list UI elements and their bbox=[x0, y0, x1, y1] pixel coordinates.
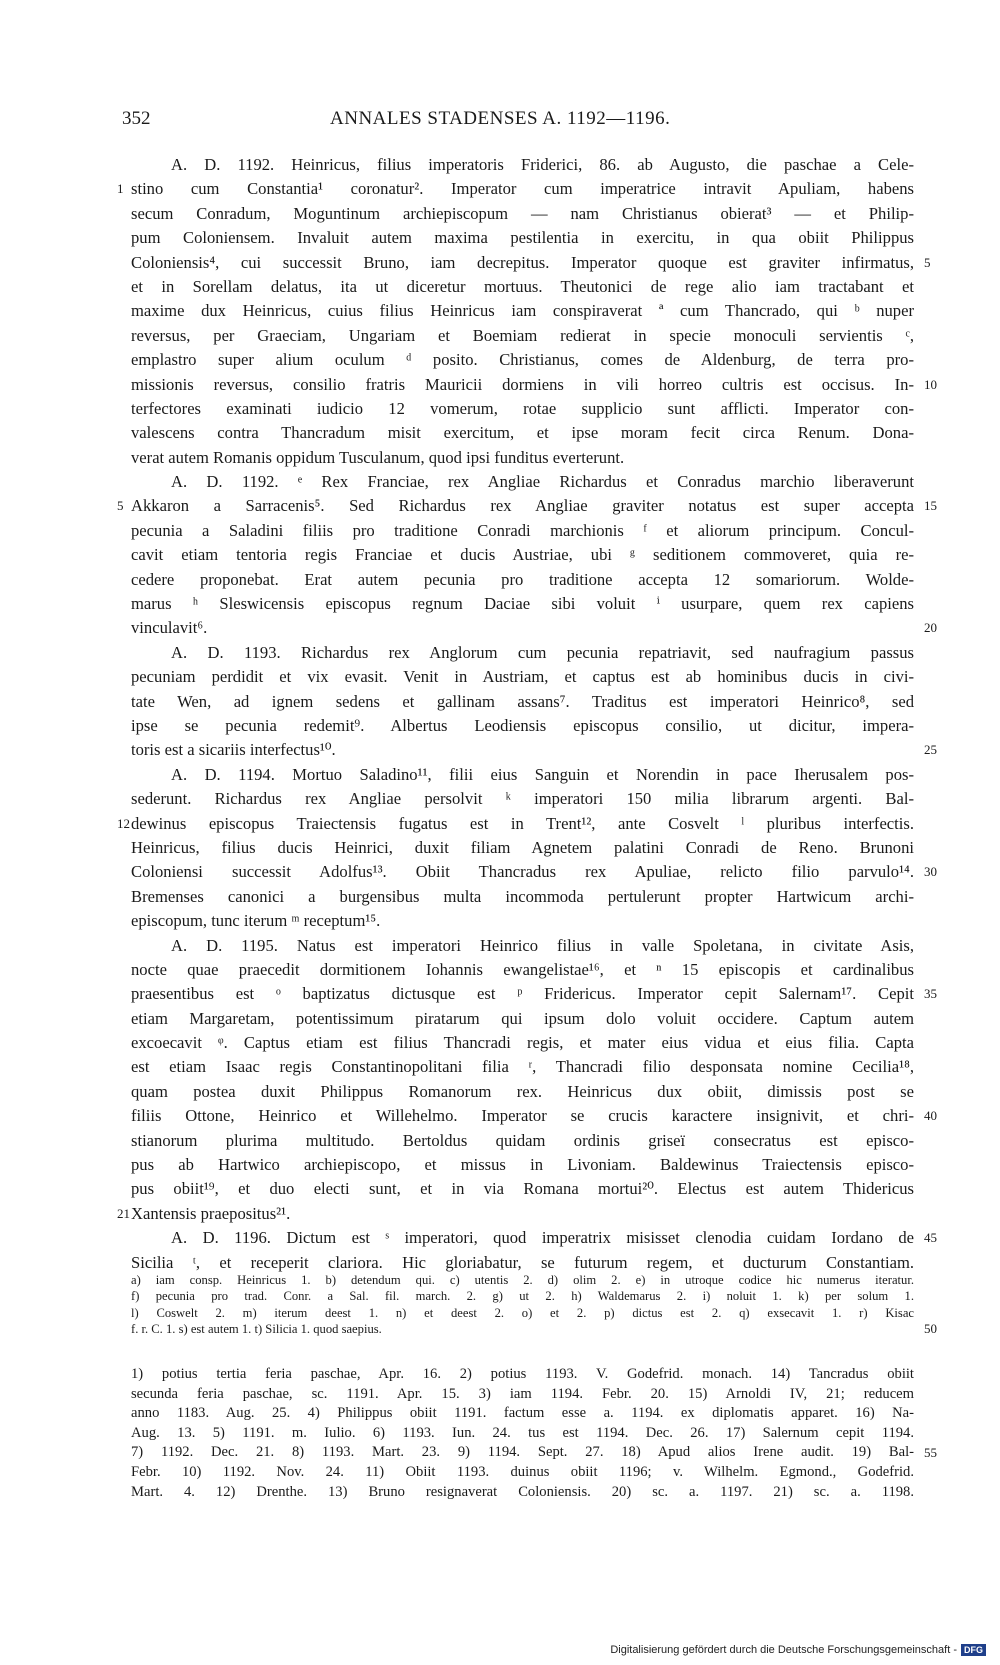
text-line-text: excoecavit ᵠ. Captus etiam est filius Thancradi regis, et mater eius vidua et eius filia. Capta bbox=[131, 1033, 914, 1053]
text-line bbox=[131, 275, 914, 299]
line-number: 50 bbox=[924, 1321, 937, 1337]
source-note-line-text: Aug. 13. 5) 1191. m. Iulio. 6) 1193. Iun. 24. tus est 1194. Dec. 26. 17) Salernum cepit 1194. bbox=[131, 1424, 914, 1441]
text-line bbox=[131, 787, 914, 811]
source-note-line bbox=[131, 1365, 914, 1385]
source-note-line bbox=[131, 1463, 914, 1483]
margin-number: 12 bbox=[117, 815, 130, 831]
text-line bbox=[131, 982, 937, 1006]
text-line-text: pus ab Hartwico archiepiscopo, et missus in Livoniam. Baldewinus Traiectensis episco- bbox=[131, 1155, 914, 1175]
text-line bbox=[117, 177, 914, 201]
text-line bbox=[131, 1007, 914, 1031]
variant-note-line-text: l) Coswelt 2. m) iterum deest 1. n) et deest 2. o) et 2. p) dictus est 2. q) exsecavit 1. r) Kisac bbox=[131, 1305, 914, 1320]
text-line-text: A. D. 1193. Richardus rex Anglorum cum pecunia repatriavit, sed naufragium passus bbox=[171, 642, 914, 662]
text-line-text: A. D. 1192. Heinricus, filius imperatoris Friderici, 86. ab Augusto, die paschae a Cele- bbox=[171, 155, 914, 174]
text-line bbox=[131, 348, 914, 372]
text-line-text: sederunt. Richardus rex Angliae persolvit ᵏ imperatori 150 milia librarum argenti. Bal- bbox=[131, 789, 914, 809]
digitization-footer bbox=[610, 1644, 986, 1656]
text-line-text: tate Wen, ad ignem sedens et gallinam assans⁷. Traditus est imperatori Heinrico⁸, sed bbox=[131, 691, 914, 711]
text-line bbox=[131, 470, 914, 494]
text-line bbox=[131, 202, 914, 226]
text-line-text: est etiam Isaac regis Constantinopolitani filia ʳ, Thancradi filio desponsata nomine Cecilia¹⁸, bbox=[131, 1057, 914, 1077]
text-line-text: pecunia a Saladini filiis pro traditione Conradi marchionis ᶠ et aliorum principum. Concul- bbox=[131, 520, 914, 540]
page-number: 352 bbox=[122, 108, 151, 129]
text-line bbox=[131, 299, 914, 323]
text-line bbox=[131, 1055, 914, 1079]
text-line bbox=[131, 714, 914, 738]
text-line bbox=[131, 373, 937, 397]
text-line bbox=[131, 519, 914, 543]
text-line bbox=[131, 738, 937, 762]
variant-note-line-text: f) pecunia pro trad. Conr. a Sal. fil. march. 2. g) ut 2. h) Waldemarus 2. i) noluit 1. k) per solum 1. bbox=[131, 1289, 914, 1304]
text-line bbox=[131, 226, 914, 250]
source-note-line-text: 1) potius tertia feria paschae, Apr. 16. 2) potius 1193. V. Godefrid. monach. 14) Tancradus obiit bbox=[131, 1366, 914, 1382]
line-number: 15 bbox=[924, 498, 937, 514]
line-number: 55 bbox=[924, 1445, 937, 1461]
text-line bbox=[131, 665, 914, 689]
text-line bbox=[131, 641, 914, 665]
source-note-line-text: anno 1183. Aug. 25. 4) Philippus obiit 1191. factum esse a. 1194. ex diplomatis apparet. 16) Na- bbox=[131, 1405, 914, 1422]
text-line bbox=[131, 909, 914, 933]
text-line bbox=[131, 251, 931, 275]
footer-credit: Digitalisierung gefördert durch die Deutsche Forschungsgemeinschaft - bbox=[610, 1644, 957, 1656]
text-line bbox=[131, 153, 914, 177]
text-line-text: cavit etiam tentoria regis Franciae et ducis Austriae, ubi ᵍ seditionem commoveret, quia re- bbox=[131, 545, 914, 565]
text-line-text: etiam Margaretam, potentissimum piratarum qui ipsum dolo voluit occidere. Captum autem bbox=[131, 1008, 914, 1028]
text-line-text: dewinus episcopus Traiectensis fugatus est in Trent¹², ante Cosvelt ˡ pluribus interfectis. bbox=[131, 813, 914, 833]
text-line-text: stino cum Constantia¹ coronatur². Imperator cum imperatrice intravit Apuliam, habens bbox=[131, 179, 914, 199]
text-line bbox=[131, 568, 914, 592]
line-number: 35 bbox=[924, 986, 937, 1002]
text-line bbox=[131, 763, 914, 787]
margin-number: 5 bbox=[117, 498, 124, 514]
text-line-text: Bremenses canonici a burgensibus multa incommoda pertulerunt propter Hartwicum archi- bbox=[131, 886, 914, 906]
text-line-text: A. D. 1194. Mortuo Saladino¹¹, filii eius Sanguin et Norendin in pace Iherusalem pos- bbox=[171, 764, 914, 784]
text-line-text: ipse se pecunia redemit⁹. Albertus Leodiensis episcopus consilio, ut dicitur, impera- bbox=[131, 715, 914, 735]
text-line bbox=[117, 812, 914, 836]
text-line-text: marus ʰ Sleswicensis episcopus regnum Daciae sibi voluit ⁱ usurpare, quem rex capiens bbox=[131, 594, 914, 614]
text-line-text: missionis reversus, consilio fratris Mauricii dormiens in vili horreo cultris est occisus. In- bbox=[131, 374, 914, 394]
text-line-text: quam postea duxit Philippus Romanorum rex. Heinricus dux obiit, dimissis post se bbox=[131, 1081, 914, 1101]
source-note-line-text: Mart. 4. 12) Drenthe. 13) Bruno resignaverat Coloniensis. 20) sc. a. 1197. 21) sc. a. 1198. bbox=[131, 1483, 914, 1500]
text-line-text: Sicilia ᵗ, et receperit clariora. Hic gloriabatur, se futurum regem, et ducturum Constantiam. bbox=[131, 1252, 914, 1272]
text-line-text: terfectores examinati iudicio 12 vomerum, rotae supplicio sunt afflicti. Imperator con- bbox=[131, 398, 914, 418]
text-line-text: valescens contra Thancradum misit exercitum, et ipse moram fecit circa Renum. Dona- bbox=[131, 423, 914, 443]
text-line bbox=[131, 1080, 914, 1104]
text-line bbox=[131, 690, 914, 714]
source-note-line bbox=[131, 1385, 914, 1405]
text-line-text: Coloniensi successit Adolfus¹³. Obiit Thancradus rex Apuliae, relicto filio parvulo¹⁴. bbox=[131, 862, 914, 882]
margin-number: 1 bbox=[117, 181, 124, 197]
text-line bbox=[131, 1031, 914, 1055]
text-line-text: Coloniensis⁴, cui successit Bruno, iam decrepitus. Imperator quoque est graviter infirmatus, bbox=[131, 252, 914, 272]
variant-notes bbox=[131, 1272, 937, 1338]
text-line-text: pum Coloniensem. Invaluit autem maxima pestilentia in exercitu, in qua obiit Philippus bbox=[131, 228, 914, 248]
running-header bbox=[0, 108, 1000, 134]
text-line-text: maxime dux Heinricus, cuius filius Heinricus iam conspiraverat ª cum Thancrado, qui ᵇ nuper bbox=[131, 301, 914, 321]
line-number: 30 bbox=[924, 864, 937, 880]
text-line bbox=[131, 616, 937, 640]
source-note-line bbox=[131, 1404, 914, 1424]
source-note-line bbox=[131, 1483, 914, 1503]
text-line-text: filiis Ottone, Heinrico et Willehelmo. Imperator se crucis karactere insignivit, et chri- bbox=[131, 1106, 914, 1126]
source-note-line bbox=[131, 1424, 914, 1444]
text-line-text: reversus, per Graeciam, Ungariam et Boemiam redierat in specie monoculi servientis ᶜ, bbox=[131, 325, 914, 345]
text-line-text: A. D. 1192. ᵉ Rex Franciae, rex Angliae Richardus et Conradus marchio liberaverunt bbox=[171, 472, 914, 492]
line-number: 45 bbox=[924, 1230, 937, 1246]
text-line-text: et in Sorellam delatus, ita ut diceretur mortuus. Theutonici de rege alio iam tractabant et bbox=[131, 276, 914, 296]
text-line-text: Xantensis praepositus²¹. bbox=[131, 1203, 291, 1223]
text-line bbox=[131, 543, 914, 567]
text-line bbox=[131, 592, 914, 616]
text-line bbox=[131, 885, 914, 909]
variant-note-line bbox=[131, 1321, 937, 1337]
source-note-line-text: 7) 1192. Dec. 21. 8) 1193. Mart. 23. 9) 1194. Sept. 27. 18) Apud alios Irene audit. 19) Bal- bbox=[131, 1444, 914, 1461]
text-line bbox=[131, 1226, 937, 1250]
text-line-text: nocte quae praecedit dormitionem Iohannis ewangelistae¹⁶, et ⁿ 15 episcopis et cardinalibus bbox=[131, 959, 914, 979]
text-line-text: toris est a sicariis interfectus¹⁰. bbox=[131, 740, 336, 760]
text-line-text: emplastro super alium oculum ᵈ posito. Christianus, comes de Aldenburg, de terra pro- bbox=[131, 350, 914, 370]
line-number: 40 bbox=[924, 1108, 937, 1124]
line-number: 20 bbox=[924, 620, 937, 636]
dfg-logo: DFG bbox=[961, 1644, 986, 1656]
text-line-text: pecuniam perdidit et vix evasit. Venit in Austriam, et captus est ab hominibus ducis in civi- bbox=[131, 667, 914, 687]
text-line bbox=[131, 1104, 937, 1128]
text-line-text: episcopum, tunc iterum ᵐ receptum¹⁵. bbox=[131, 911, 381, 931]
text-line-text: Heinricus, filius ducis Heinrici, duxit filiam Agnetem palatini Conradi de Reno. Brunoni bbox=[131, 837, 914, 857]
margin-number: 21 bbox=[117, 1205, 130, 1221]
running-title: ANNALES STADENSES A. 1192—1196. bbox=[330, 108, 671, 129]
source-note-line-text: secunda feria paschae, sc. 1191. Apr. 15. 3) iam 1194. Febr. 20. 15) Arnoldi IV, 21; reducem bbox=[131, 1385, 914, 1402]
text-line-text: vinculavit⁶. bbox=[131, 618, 208, 638]
text-line bbox=[131, 836, 914, 860]
text-line bbox=[131, 1129, 914, 1153]
variant-note-line bbox=[131, 1272, 914, 1288]
variant-note-line bbox=[131, 1305, 914, 1321]
line-number: 10 bbox=[924, 376, 937, 392]
text-line-text: secum Conradum, Moguntinum archiepiscopum — nam Christianus obierat³ — et Philip- bbox=[131, 203, 914, 223]
text-line bbox=[117, 1202, 914, 1226]
text-line-text: Akkaron a Sarracenis⁵. Sed Richardus rex Angliae graviter notatus est super accepta bbox=[131, 496, 914, 516]
text-line-text: cedere proponebat. Erat autem pecunia pro traditione accepta 12 somariorum. Wolde- bbox=[131, 569, 914, 589]
text-line bbox=[131, 446, 914, 470]
text-line bbox=[131, 958, 914, 982]
text-line bbox=[131, 421, 914, 445]
text-line bbox=[131, 1153, 914, 1177]
text-line-text: stianorum plurima multitudo. Bertoldus quidam ordinis griseï consecratus est episco- bbox=[131, 1130, 914, 1150]
line-number: 25 bbox=[924, 742, 937, 758]
line-number: 5 bbox=[924, 254, 931, 270]
text-line bbox=[131, 397, 914, 421]
text-line bbox=[131, 934, 914, 958]
text-line bbox=[131, 1177, 914, 1201]
text-line bbox=[131, 860, 937, 884]
text-line bbox=[117, 494, 937, 518]
source-note-line-text: Febr. 10) 1192. Nov. 24. 11) Obiit 1193. duinus obiit 1196; v. Wilhelm. Egmond., Godefrid. bbox=[131, 1463, 914, 1480]
text-line-text: A. D. 1196. Dictum est ˢ imperatori, quod imperatrix misisset clenodia cuidam Iordano de bbox=[171, 1228, 914, 1248]
text-line-text: pus obiit¹⁹, et duo electi sunt, et in via Romana mortui²⁰. Electus est autem Thidericus bbox=[131, 1179, 914, 1199]
variant-note-line-text: a) iam consp. Heinricus 1. b) detendum qui. c) utentis 2. d) olim 2. e) in utroque codice hic numerus iteratur. bbox=[131, 1273, 914, 1287]
source-note-line bbox=[131, 1443, 937, 1463]
source-notes bbox=[131, 1365, 937, 1502]
main-text bbox=[117, 153, 937, 1275]
text-line bbox=[131, 324, 914, 348]
variant-note-line-text: f. r. C. 1. s) est autem 1. t) Silicia 1. quod saepius. bbox=[131, 1322, 382, 1337]
variant-note-line bbox=[131, 1288, 914, 1304]
text-line-text: A. D. 1195. Natus est imperatori Heinrico filius in valle Spoletana, in civitate Asis, bbox=[171, 935, 914, 955]
text-line-text: verat autem Romanis oppidum Tusculanum, quod ipsi funditus everterunt. bbox=[131, 447, 625, 467]
text-line-text: praesentibus est ᵒ baptizatus dictusque est ᵖ Fridericus. Imperator cepit Salernam¹⁷. Cepit bbox=[131, 984, 914, 1004]
